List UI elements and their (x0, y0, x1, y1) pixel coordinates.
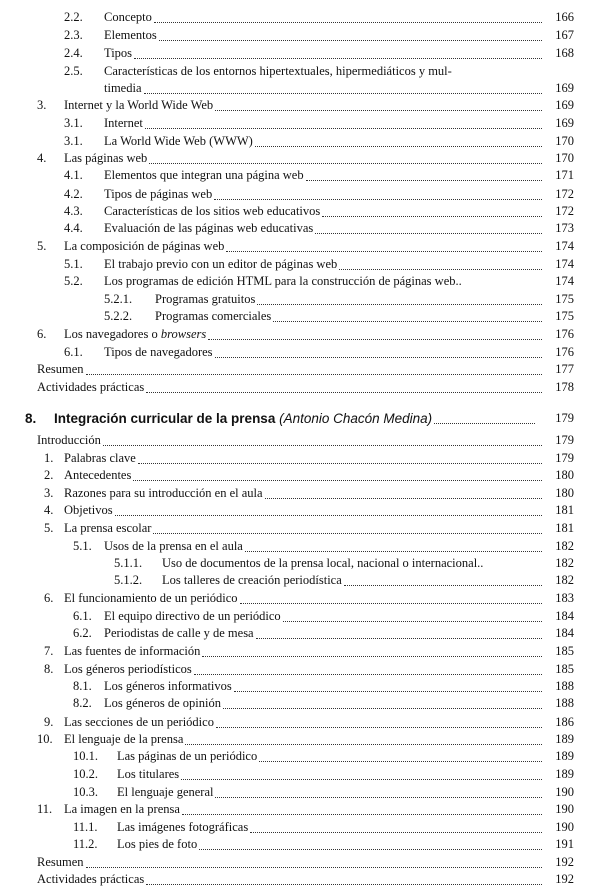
section-title-text: Los géneros de opinión (104, 696, 221, 710)
section-title (64, 521, 151, 536)
dot-leader (214, 185, 542, 200)
section-number: 3.1. (64, 116, 83, 130)
dot-leader (86, 853, 542, 868)
section-number: 4.3. (64, 204, 83, 218)
section-title (104, 609, 281, 624)
dot-leader (223, 694, 542, 709)
dot-leader (146, 870, 542, 885)
section-title (64, 327, 206, 342)
section-number: 5.1.2. (114, 573, 143, 587)
page-number: 181 (555, 521, 574, 535)
page-number: 177 (555, 362, 574, 376)
page-number: 179 (555, 433, 574, 447)
section-title-text: Razones para su introducción en el aula (64, 486, 263, 500)
section-title (64, 468, 131, 483)
page-number: 184 (555, 609, 574, 623)
section-number: 8.1. (73, 679, 92, 693)
section-number: 6.1. (73, 609, 92, 623)
section-title-text: Programas comerciales (155, 309, 272, 323)
section-title (117, 785, 213, 800)
section-title-text: Usos de la prensa en el aula (104, 539, 243, 553)
section-number: 5. (44, 521, 54, 535)
chapter-heading (0, 409, 600, 429)
dot-leader (208, 325, 542, 340)
section-title-text: Uso de documentos de la prensa local, nacional o internacional.. (162, 556, 484, 570)
section-title-text: Introducción (37, 433, 101, 447)
toc-entry (0, 378, 600, 398)
section-title-text: El lenguaje de la prensa (64, 732, 184, 746)
dot-leader (202, 642, 542, 657)
toc-entry (0, 114, 600, 134)
section-number: 11.1. (73, 820, 98, 834)
toc-entry (0, 800, 600, 820)
toc-entry (0, 166, 600, 186)
section-title-text: Características de los sitios web educativos (104, 204, 321, 218)
section-number: 10.1. (73, 749, 98, 763)
section-title (64, 503, 113, 518)
page-number: 185 (555, 644, 574, 658)
page-number: 170 (555, 151, 574, 165)
section-title (104, 10, 152, 25)
section-title-text: Tipos de navegadores (104, 345, 213, 359)
section-number: 3. (44, 486, 54, 500)
page-number: 166 (555, 10, 574, 24)
toc-entry (0, 272, 600, 292)
section-title-text: Resumen (37, 855, 84, 869)
section-title (64, 98, 213, 113)
section-title (37, 362, 84, 377)
page-number: 190 (555, 802, 574, 816)
section-title-text: Los géneros informativos (104, 679, 232, 693)
toc-entry (0, 501, 600, 521)
dot-leader (216, 713, 542, 728)
dot-leader (259, 747, 542, 762)
page-number: 184 (555, 626, 574, 640)
section-title (104, 679, 232, 694)
section-title (155, 292, 255, 307)
section-title-text: Resumen (37, 362, 84, 376)
dot-leader (257, 290, 542, 305)
section-title-text: Palabras clave (64, 451, 136, 465)
page-number: 182 (555, 556, 574, 570)
section-title (117, 749, 257, 764)
section-number: 2.3. (64, 28, 83, 42)
section-title-text: Las imágenes fotográficas (117, 820, 249, 834)
page-number: 169 (555, 116, 574, 130)
page-number: 183 (555, 591, 574, 605)
page-number: 180 (555, 468, 574, 482)
section-title-text: Los talleres de creación periodística (162, 573, 342, 587)
section-title (155, 309, 271, 324)
dot-leader (283, 607, 542, 622)
toc-entry (0, 571, 600, 591)
dot-leader (265, 484, 542, 499)
section-number: 6.1. (64, 345, 83, 359)
dot-leader (226, 237, 542, 252)
section-title (64, 732, 183, 747)
dot-leader (149, 149, 542, 164)
dot-leader (194, 660, 542, 675)
page-number: 169 (555, 81, 574, 95)
section-title (104, 64, 452, 79)
section-number: 5.2. (64, 274, 83, 288)
toc-entry (0, 8, 600, 28)
section-title (104, 28, 157, 43)
section-number: 5.2.1. (104, 292, 133, 306)
dot-leader (240, 589, 542, 604)
section-number: 10. (37, 732, 53, 746)
dot-leader (306, 166, 542, 181)
section-title-text: Las fuentes de información (64, 644, 201, 658)
section-number: 3.1. (64, 134, 83, 148)
section-title-text: Actividades prácticas (37, 380, 145, 394)
section-number: 2. (44, 468, 54, 482)
section-title-text: Los titulares (117, 767, 180, 781)
section-title (64, 239, 224, 254)
section-title (104, 221, 313, 236)
toc-entry (0, 870, 600, 890)
section-title-text: Los géneros periodísticos (64, 662, 192, 676)
section-title-text: Objetivos (64, 503, 113, 517)
dot-leader (315, 219, 542, 234)
section-title-text: La prensa escolar (64, 521, 152, 535)
page-number: 190 (555, 820, 574, 834)
section-number: 6. (44, 591, 54, 605)
section-number: 8. (25, 411, 37, 426)
section-title (104, 187, 212, 202)
section-number: 9. (44, 715, 54, 729)
section-title-text: Periodistas de calle y de mesa (104, 626, 254, 640)
dot-leader (322, 202, 542, 217)
section-title (104, 81, 142, 96)
toc-entry (0, 694, 600, 714)
section-title-text: Concepto (104, 10, 152, 24)
section-number: 6.2. (73, 626, 92, 640)
section-title-text: La imagen en la prensa (64, 802, 180, 816)
toc-entry (0, 237, 600, 257)
section-title-text: Elementos que integran una página web (104, 168, 304, 182)
section-number: 4.4. (64, 221, 83, 235)
section-title (64, 715, 214, 730)
page-number: 189 (555, 767, 574, 781)
section-number: 4.1. (64, 168, 83, 182)
dot-leader (245, 537, 542, 552)
section-title-text: Evaluación de las páginas web educativas (104, 221, 314, 235)
section-title-text: Tipos de páginas web (104, 187, 213, 201)
section-title-text: Las páginas web (64, 151, 148, 165)
section-title-text: Internet (104, 116, 143, 130)
page-number: 169 (555, 98, 574, 112)
section-title-text: Los programas de edición HTML para la construcción de páginas web.. (104, 274, 462, 288)
page-number: 170 (555, 134, 574, 148)
toc-entry (0, 519, 600, 539)
page-number: 192 (555, 855, 574, 869)
section-number: 7. (44, 644, 54, 658)
section-title-text: Los pies de foto (117, 837, 198, 851)
page-number: 171 (555, 168, 574, 182)
section-number: 5.2.2. (104, 309, 133, 323)
section-title (64, 486, 263, 501)
section-title (104, 46, 132, 61)
section-title (117, 837, 197, 852)
section-title (37, 380, 144, 395)
section-title (104, 345, 213, 360)
section-title (104, 626, 254, 641)
dot-leader (134, 44, 542, 59)
page-number: 168 (555, 46, 574, 60)
section-title-text: El trabajo previo con un editor de páginas web (104, 257, 338, 271)
section-title-text: Actividades prácticas (37, 872, 145, 886)
section-title-emphasis: (Antonio Chacón Medina) (279, 411, 433, 426)
section-title (64, 451, 136, 466)
dot-leader (255, 132, 542, 147)
dot-leader (133, 466, 542, 481)
toc-entry (0, 431, 600, 451)
toc-entry (0, 219, 600, 239)
toc-entry (0, 624, 600, 644)
section-number: 2.5. (64, 64, 83, 78)
page-number: 189 (555, 749, 574, 763)
section-number: 5.1. (73, 539, 92, 553)
section-title-text: El lenguaje general (117, 785, 214, 799)
section-title (64, 802, 180, 817)
page-number: 172 (555, 204, 574, 218)
section-number: 6. (37, 327, 47, 341)
section-number: 5.1.1. (114, 556, 143, 570)
dot-leader (159, 26, 542, 41)
section-title (104, 168, 304, 183)
dot-leader (182, 800, 542, 815)
page-number: 176 (555, 327, 574, 341)
section-number: 4. (44, 503, 54, 517)
section-title (104, 696, 221, 711)
dot-leader (250, 818, 542, 833)
dot-leader (146, 378, 542, 393)
toc-entry (0, 96, 600, 116)
section-number: 4.2. (64, 187, 83, 201)
section-title (104, 204, 320, 219)
page-number: 182 (555, 573, 574, 587)
page-number: 188 (555, 696, 574, 710)
section-number: 10.3. (73, 785, 98, 799)
section-title-text: timedia (104, 81, 142, 95)
dot-leader (185, 730, 542, 745)
section-number: 8. (44, 662, 54, 676)
page-number: 190 (555, 785, 574, 799)
page-number: 167 (555, 28, 574, 42)
section-title (162, 573, 342, 588)
section-title (162, 556, 483, 571)
page-number: 189 (555, 732, 574, 746)
page-number: 173 (555, 221, 574, 235)
page-number: 179 (555, 451, 574, 465)
section-title-text: Tipos (104, 46, 133, 60)
section-title-emphasis: browsers (160, 327, 207, 341)
dot-leader (181, 765, 542, 780)
section-title (64, 151, 147, 166)
page-number: 181 (555, 503, 574, 517)
toc-entry (0, 26, 600, 46)
section-title-text: Los navegadores o (64, 327, 158, 341)
dot-leader (144, 79, 542, 94)
section-title-text: El equipo directivo de un periódico (104, 609, 281, 623)
section-title (104, 134, 253, 149)
section-number: 11. (37, 802, 53, 816)
dot-leader (273, 307, 542, 322)
section-title-text: La composición de páginas web (64, 239, 225, 253)
section-title-text: Integración curricular de la prensa (54, 411, 276, 426)
dot-leader (115, 501, 542, 516)
section-title-text: Antecedentes (64, 468, 132, 482)
toc-entry (0, 835, 600, 855)
section-title (104, 274, 462, 289)
section-title-text: Las secciones de un periódico (64, 715, 214, 729)
toc-entry (0, 307, 600, 327)
toc-entry (0, 589, 600, 609)
section-title-text: El funcionamiento de un periódico (64, 591, 238, 605)
dot-leader (215, 96, 542, 111)
page-number: 174 (555, 274, 574, 288)
page-number: 188 (555, 679, 574, 693)
page-number: 178 (555, 380, 574, 394)
section-title (37, 872, 144, 887)
section-title (64, 591, 238, 606)
section-title (104, 539, 243, 554)
section-title (117, 767, 179, 782)
section-title-text: Elementos (104, 28, 157, 42)
toc-entry (0, 747, 600, 767)
section-title-text: Las páginas de un periódico (117, 749, 258, 763)
dot-leader (154, 8, 542, 23)
section-title (37, 855, 84, 870)
toc-entry (0, 325, 600, 345)
section-title-text: Internet y la World Wide Web (64, 98, 214, 112)
page-number: 182 (555, 539, 574, 553)
toc-entry (0, 360, 600, 380)
page-number: 175 (555, 292, 574, 306)
section-title-text: La World Wide Web (WWW) (104, 134, 253, 148)
dot-leader (234, 677, 542, 692)
section-title (64, 644, 200, 659)
page-number: 172 (555, 187, 574, 201)
section-number: 2.4. (64, 46, 83, 60)
dot-leader (339, 255, 542, 270)
section-title (54, 411, 432, 426)
section-number: 5. (37, 239, 47, 253)
toc-entry (0, 765, 600, 785)
section-title (37, 433, 101, 448)
section-title-text: Características de los entornos hipertextuales, hipermediáticos y mul- (104, 64, 452, 78)
section-title (104, 116, 143, 131)
page-number: 192 (555, 872, 574, 886)
section-number: 2.2. (64, 10, 83, 24)
section-number: 1. (44, 451, 54, 465)
section-number: 5.1. (64, 257, 83, 271)
page-number: 174 (555, 257, 574, 271)
dot-leader (153, 519, 542, 534)
section-number: 10.2. (73, 767, 98, 781)
section-title-text: Programas gratuitos (155, 292, 256, 306)
toc-entry (0, 466, 600, 486)
section-title (64, 662, 192, 677)
toc-entry (0, 642, 600, 662)
section-number: 11.2. (73, 837, 98, 851)
section-title (117, 820, 248, 835)
dot-leader (86, 360, 542, 375)
dot-leader (256, 624, 542, 639)
dot-leader (145, 114, 542, 129)
dot-leader (138, 449, 542, 464)
page-number: 176 (555, 345, 574, 359)
section-number: 3. (37, 98, 47, 112)
toc-entry (0, 44, 600, 64)
dot-leader (434, 409, 535, 424)
dot-leader (103, 431, 542, 446)
page-number: 180 (555, 486, 574, 500)
dot-leader (199, 835, 542, 850)
section-number: 8.2. (73, 696, 92, 710)
dot-leader (215, 783, 542, 798)
section-number: 4. (37, 151, 47, 165)
page-number: 191 (555, 837, 574, 851)
page-number: 186 (555, 715, 574, 729)
dot-leader (344, 571, 542, 586)
page-number: 175 (555, 309, 574, 323)
dot-leader (215, 343, 542, 358)
page-number: 174 (555, 239, 574, 253)
page-number: 179 (555, 411, 574, 425)
section-title (104, 257, 337, 272)
page-number: 185 (555, 662, 574, 676)
